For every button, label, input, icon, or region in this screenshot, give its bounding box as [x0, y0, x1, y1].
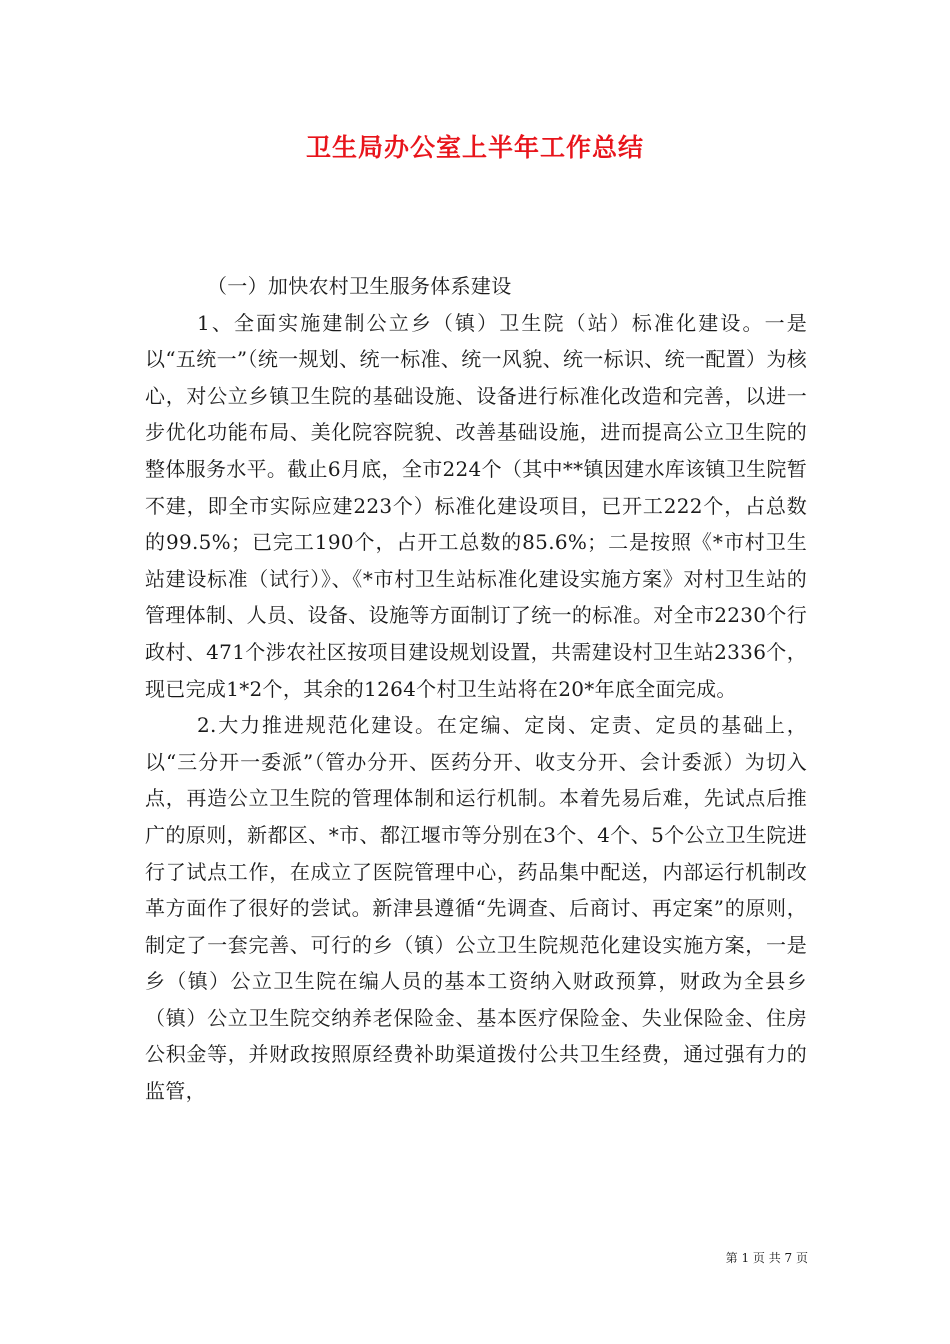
section-heading: （一）加快农村卫生服务体系建设	[207, 274, 512, 298]
document-title: 卫生局办公室上半年工作总结	[305, 133, 644, 162]
document-body	[145, 268, 807, 1110]
paragraph-2: 2.大力推进规范化建设。在定编、定岗、定责、定员的基础上，以“三分开一委派”（管办分开、医药分开、收支分开、会计委派）为切入点，再造公立卫生院的管理体制和运行机制。本着先易后难，先试点后推广的原则，新都区、*市、都江堰市等分别在3个、4个、5个公立卫生院进行了试点工作，在成立了医院管理中心，药品集中配送，内部运行机制改革方面作了很好的尝试。新津县遵循“先调查、后商讨、再定案”的原则，制定了一套完善、可行的乡（镇）公立卫生院规范化建设实施方案，一是乡（镇）公立卫生院在编人员的基本工资纳入财政预算，财政为全县乡（镇）公立卫生院交纳养老保险金、基本医疗保险金、失业保险金、住房公积金等，并财政按照原经费补助渠道拨付公共卫生经费，通过强有力的监管，	[145, 713, 807, 1104]
page-number-footer: 第 1 页 共 7 页	[725, 1251, 808, 1265]
paragraph-1: 1、全面实施建制公立乡（镇）卫生院（站）标准化建设。一是以“五统一”（统一规划、统一标准、统一风貌、统一标识、统一配置）为核心，对公立乡镇卫生院的基础设施、设备进行标准化改造和完善，以进一步优化功能布局、美化院容院貌、改善基础设施，进而提高公立卫生院的整体服务水平。截止6月底，全市224个（其中**镇因建水库该镇卫生院暂不建，即全市实际应建223个）标准化建设项目，已开工222个，占总数的99.5%；已完工190个，占开工总数的85.6%；二是按照《*市村卫生站建设标准（试行）》、《*市村卫生站标准化建设实施方案》对村卫生站的管理体制、人员、设备、设施等方面制订了统一的标准。对全市2230个行政村、471个涉农社区按项目建设规划设置，共需建设村卫生站2336个，现已完成1*2个，其余的1264个村卫生站将在20*年底全面完成。	[145, 310, 807, 701]
